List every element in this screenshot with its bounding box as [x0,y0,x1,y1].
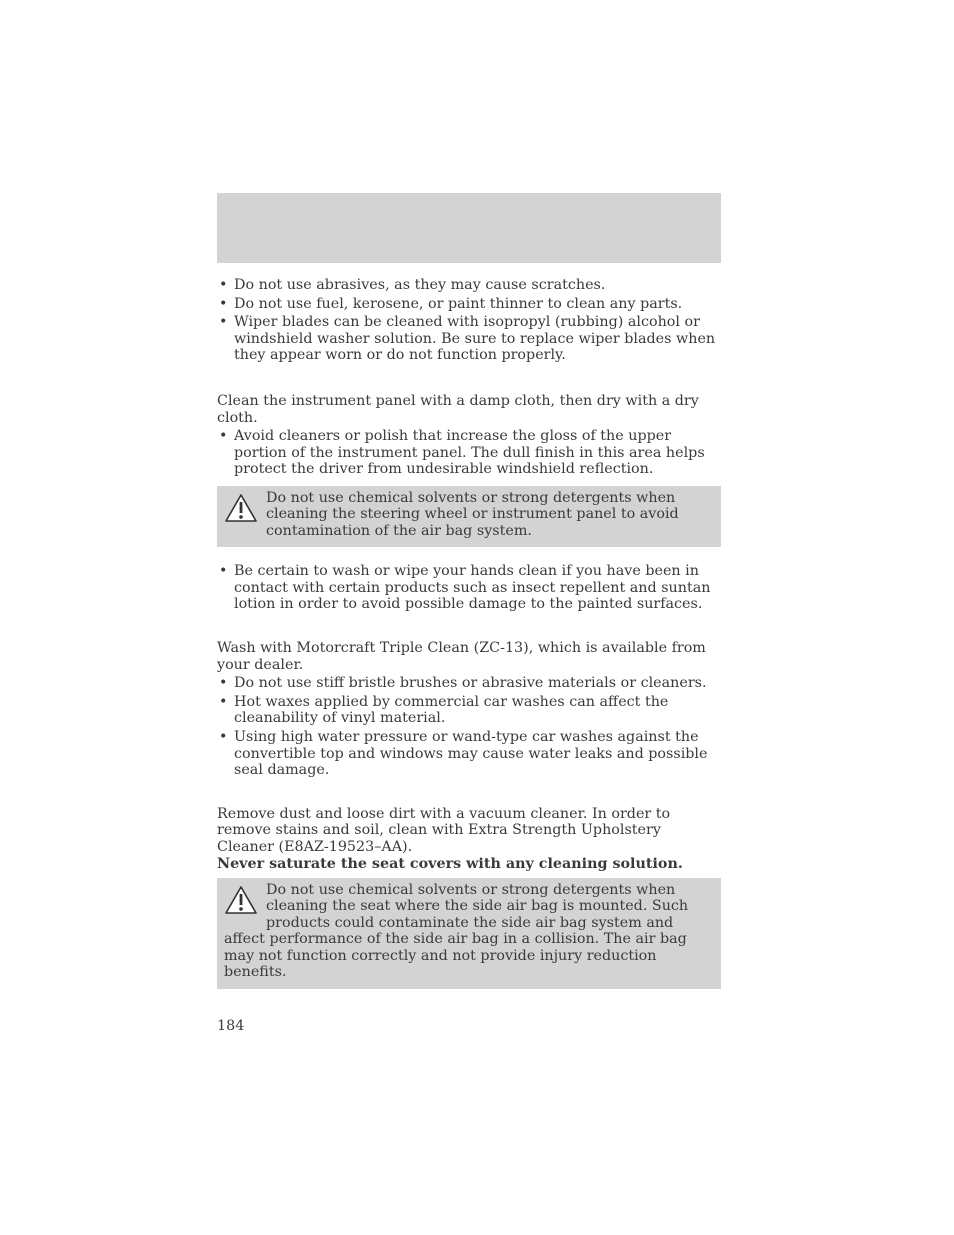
list-item: • Be certain to wash or wipe your hands clean if you have been in contact with certain products such as insect repellent and suntan lotion in order to avoid possible damage to the painted surfaces. [219,563,711,613]
exterior-bullet-list [217,277,721,364]
list-item: • Do not use fuel, kerosene, or paint thinner to clean any parts. [219,295,683,312]
warning-triangle-icon [224,493,258,523]
header-bar [217,193,721,263]
list-item: • Wiper blades can be cleaned with isopropyl (rubbing) alcohol or windshield washer solution. Be sure to replace wiper blades when they appear worn or do not function properly. [219,314,716,364]
upholstery-bold-note: Never saturate the seat covers with any cleaning solution. [217,856,683,873]
manual-page [217,193,721,1034]
list-item: • Hot waxes applied by commercial car washes can affect the cleanability of vinyl material. [219,693,669,727]
hands-bullet-list [217,563,721,613]
warning-box-steering [217,486,721,547]
warning-box-side-airbag [217,878,721,988]
warning-text: Do not use chemical solvents or strong detergents when cleaning the seat where the side air bag is mounted. Such products could contaminate the side air bag system and affect performance of the side air bag in a collision. The air bag may not function correctly and not provide injury reduction benefits. [224,882,689,981]
page-number: 184 [217,1017,245,1034]
warning-text: Do not use chemical solvents or strong detergents when cleaning the steering wheel or instrument panel to avoid contamination of the air bag system. [266,489,679,539]
list-item: • Avoid cleaners or polish that increase the gloss of the upper portion of the instrument panel. The dull finish in this area helps protect the driver from undesirable windshield reflection. [219,428,705,478]
upholstery-intro: Remove dust and loose dirt with a vacuum cleaner. In order to remove stains and soil, clean with Extra Strength Upholstery Cleaner (E8AZ-19523–AA). [217,805,671,855]
top-intro: Wash with Motorcraft Triple Clean (ZC-13), which is available from your dealer. [217,639,706,673]
top-bullet-list [217,675,721,779]
warning-triangle-icon [224,885,258,915]
list-item: • Using high water pressure or wand-type car washes against the convertible top and windows may cause water leaks and possible seal damage. [219,728,708,779]
instrument-bullet-list [217,428,721,478]
instrument-panel-intro: Clean the instrument panel with a damp cloth, then dry with a dry cloth. [217,392,699,426]
list-item: • Do not use stiff bristle brushes or abrasive materials or cleaners. [219,675,707,692]
list-item: • Do not use abrasives, as they may cause scratches. [219,277,606,293]
